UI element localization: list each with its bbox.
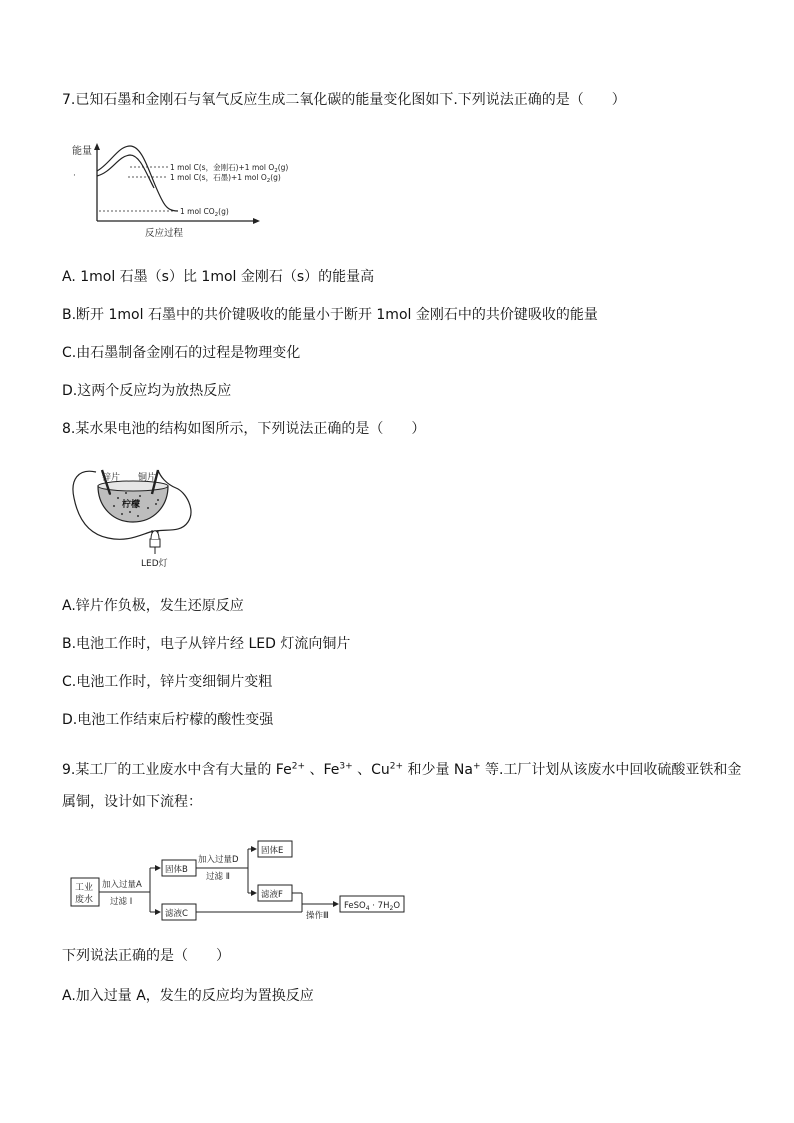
step1-top: 加入过量A <box>102 880 142 890</box>
level-mid-label: 1 mol C(s，石墨)+1 mol $O_2(g)$ <box>170 173 281 184</box>
level-top-label: 1 mol C(s，金刚石)+1 mol $O_2(g)$ <box>170 163 289 174</box>
copper-label: 铜片 <box>138 473 157 483</box>
svg-text:·: · <box>73 171 76 181</box>
product-label: FeSO$_4$ · $7H_2O$ <box>344 901 401 912</box>
q7-stem: 7.已知石墨和金刚石与氧气反应生成二氧化碳的能量变化图如下.下列说法正确的是（ ） <box>62 92 626 108</box>
filtrate-c-label: 滤液C <box>165 909 188 919</box>
y-axis-arrow <box>94 143 100 150</box>
diamond-curve <box>97 146 178 211</box>
q7-option-c: C.由石墨制备金刚石的过程是物理变化 <box>62 345 301 361</box>
step2-top: 加入过量D <box>198 855 239 865</box>
level-low-label: 1 mol $CO_2(g)$ <box>180 207 229 218</box>
led-bulb <box>151 531 159 539</box>
led-base <box>150 539 160 547</box>
step2-bottom: 过滤 Ⅱ <box>206 872 230 882</box>
start-bottom: 废水 <box>75 895 94 905</box>
q8-option-c: C.电池工作时，锌片变细铜片变粗 <box>62 674 273 690</box>
start-top: 工业 <box>75 883 94 893</box>
solid-e-label: 固体E <box>261 846 284 856</box>
solid-b-label: 固体B <box>165 865 188 875</box>
q9-process-flowchart <box>68 838 413 924</box>
zinc-label: 锌片 <box>102 473 121 483</box>
q9-option-a: A.加入过量 A，发生的反应均为置换反应 <box>62 988 314 1004</box>
x-axis-arrow <box>253 218 260 224</box>
q8-option-b: B.电池工作时，电子从锌片经 LED 灯流向铜片 <box>62 636 351 652</box>
y-axis-label: 能量 <box>72 146 92 157</box>
x-axis-label: 反应过程 <box>145 228 184 239</box>
led-label: LED灯 <box>141 559 168 569</box>
filtrate-f-label: 滤液F <box>261 890 283 900</box>
q8-stem: 8.某水果电池的结构如图所示，下列说法正确的是（ ） <box>62 421 426 437</box>
q8-fruit-battery-diagram <box>68 462 198 574</box>
step3-label: 操作Ⅲ <box>306 911 329 921</box>
q7-option-a: A. 1mol 石墨（s）比 1mol 金刚石（s）的能量高 <box>62 269 375 285</box>
q7-energy-diagram <box>70 138 320 243</box>
q9-stem-line1: 9.某工厂的工业废水中含有大量的 $Fe^{2+}$ 、$Fe^{3+}$ 、$Cu^{2+}$ 和少量 Na+ 等.工厂计划从该废水中回收硫酸亚铁和金 <box>62 761 742 778</box>
q8-option-a: A.锌片作负极，发生还原反应 <box>62 598 244 614</box>
step1-bottom: 过滤 Ⅰ <box>110 897 133 907</box>
graphite-curve <box>97 155 154 188</box>
q7-option-d: D.这两个反应均为放热反应 <box>62 383 232 399</box>
q9-question: 下列说法正确的是（ ） <box>62 948 230 964</box>
q8-option-d: D.电池工作结束后柠檬的酸性变强 <box>62 712 274 728</box>
q7-option-b: B.断开 1mol 石墨中的共价键吸收的能量小于断开 1mol 金刚石中的共价键吸收的能量 <box>62 307 598 323</box>
lemon-label: 柠檬 <box>122 500 141 510</box>
q9-stem-line2: 属铜，设计如下流程： <box>62 794 202 810</box>
